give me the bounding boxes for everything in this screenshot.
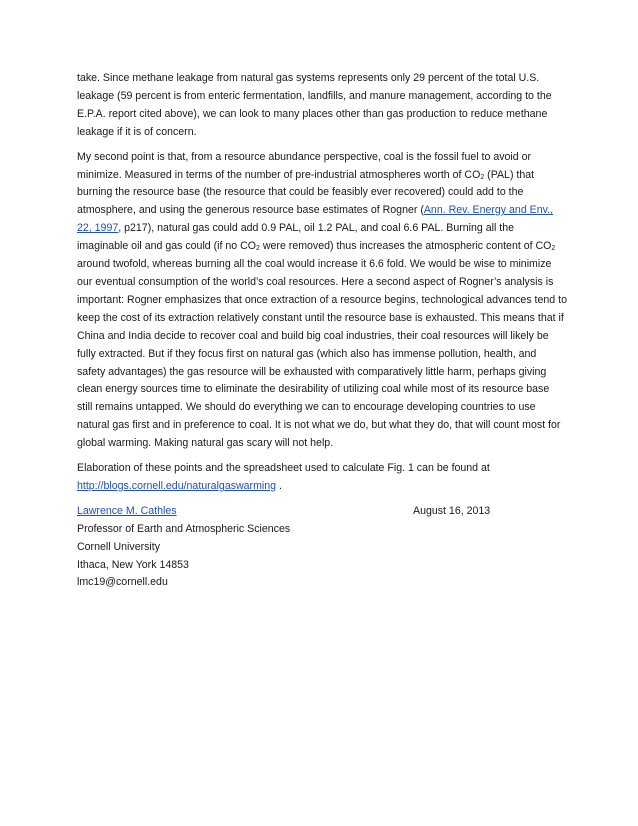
paragraph-coal-resource [77,149,567,453]
paragraph-elaboration [77,460,567,496]
signature-name-row [77,503,567,521]
author-organization: Cornell University [77,540,161,553]
text-run: . [276,479,282,492]
text-run: Elaboration of these points and the spreadsheet used to calculate Fig. 1 can be found at [77,462,490,475]
text-run: (PAL) that burning the resource base (the resource that could be feasibly ever recovered) could add to the atmosphere, and using the generous resource base estimates of Rogner ( [77,168,535,217]
text-run: were removed) thus increases the atmospheric content of CO [259,240,552,253]
subscript: 2 [256,245,260,253]
letter-date: August 16, 2013 [413,504,491,517]
subscript: 2 [551,245,556,253]
rogner-citation-link[interactable]: Ann. Rev. Energy and Env., 22, 1997 [77,204,554,235]
text-run: , p217), natural gas could add 0.9 PAL, oil 1.2 PAL, and coal 6.6 PAL. Burning all the imaginable oil and gas could (if no CO [77,222,515,253]
signature-block [77,503,567,593]
text-run: My second point is that, from a resource abundance perspective, coal is the fossil fuel to avoid or minimize. Measured in terms of the number of pre-industrial atmospheres worth of CO [77,150,532,181]
author-city: Ithaca, New York 14853 [77,558,189,571]
subscript: 2 [480,173,485,181]
author-name-link[interactable]: Lawrence M. Cathles [77,504,177,517]
letter-page [77,70,567,592]
text-run: around twofold, whereas burning all the coal would increase it 6.6 fold. We would be wise to minimize our eventual consumption of the world’s coal resources. Here a second aspect of Rogner’s analysis is important: Rogner emphasizes that once extraction of a resource begins, technological advances tend to keep the cost of its extraction relatively constant until the resource base is exhausted. This means that if China and India decide to recover coal and build big coal industries, their coal resources will likely be fully extracted. But if they focus first on natural gas (which also has immense pollution, health, and safety advantages) the gas resource will be exhausted with comparatively little harm, perhaps giving clean energy sources time to eliminate the desirability of utilizing coal while most of its resource base still remains untapped. We should do everything we can to encourage developing countries to use natural gas first and in preference to coal. It is not what we do, but what they do, that will count most for global warming. Making natural gas scary will not help. [77,258,567,450]
blog-link[interactable]: http://blogs.cornell.edu/naturalgaswarming [77,479,277,492]
paragraph-methane-leakage: take. Since methane leakage from natural gas systems represents only 29 percent of the total U.S. leakage (59 percent is from enteric fermentation, landfills, and manure management, according to the E.P.A. report cited above), we can look to many places other than gas production to reduce methane leakage if it is of concern. [77,72,552,138]
author-title: Professor of Earth and Atmospheric Sciences [77,522,291,535]
author-email: lmc19@cornell.edu [77,576,168,589]
